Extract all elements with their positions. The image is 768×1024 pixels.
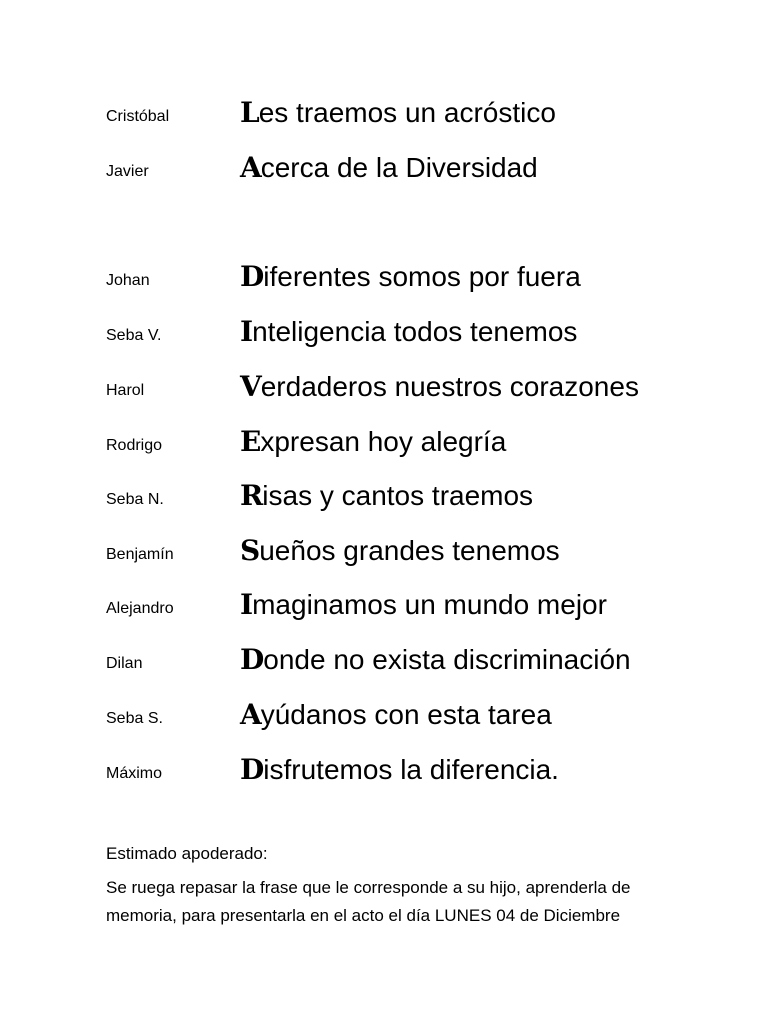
acrostic-row xyxy=(0,259,768,299)
acrostic-initial: R xyxy=(240,479,263,512)
verse-text: onde no exista discriminación xyxy=(263,644,631,675)
acrostic-verse xyxy=(240,150,538,186)
acrostic-initial: I xyxy=(240,588,253,621)
acrostic-row xyxy=(0,697,768,737)
acrostic-initial: I xyxy=(240,315,253,348)
acrostic-initial: D xyxy=(240,753,264,786)
student-name: Dilan xyxy=(106,655,143,672)
student-name: Seba S. xyxy=(106,710,163,727)
acrostic-row xyxy=(0,533,768,573)
acrostic-verse xyxy=(240,424,506,460)
acrostic-initial: E xyxy=(240,425,261,458)
verse-text: maginamos un mundo mejor xyxy=(252,589,607,620)
student-name: Rodrigo xyxy=(106,437,163,454)
acrostic-verse xyxy=(240,95,556,131)
note-greeting: Estimado apoderado: xyxy=(106,844,268,863)
acrostic-row xyxy=(0,424,768,464)
acrostic-initial: S xyxy=(240,534,260,567)
acrostic-verse xyxy=(240,697,552,733)
acrostic-row xyxy=(0,478,768,518)
acrostic-initial: L xyxy=(240,96,259,129)
acrostic-initial: A xyxy=(240,151,261,184)
student-name: Johan xyxy=(106,272,150,289)
acrostic-row xyxy=(0,314,768,354)
acrostic-initial: D xyxy=(240,643,264,676)
acrostic-verse xyxy=(240,642,631,678)
acrostic-verse xyxy=(240,533,560,569)
acrostic-verse xyxy=(240,369,639,405)
acrostic-verse xyxy=(240,752,559,788)
acrostic-row xyxy=(0,587,768,627)
student-name: Seba N. xyxy=(106,491,164,508)
acrostic-row xyxy=(0,150,768,190)
acrostic-verse xyxy=(240,587,607,623)
verse-text: yúdanos con esta tarea xyxy=(260,699,552,730)
acrostic-initial: A xyxy=(240,698,261,731)
verse-text: nteligencia todos tenemos xyxy=(252,316,578,347)
student-name: Alejandro xyxy=(106,600,174,617)
acrostic-verse xyxy=(240,259,581,295)
acrostic-initial: V xyxy=(240,370,261,403)
verse-text: isfrutemos la diferencia. xyxy=(263,754,559,785)
verse-text: iferentes somos por fuera xyxy=(263,261,581,292)
acrostic-verse xyxy=(240,478,533,514)
verse-text: ueños grandes tenemos xyxy=(259,535,560,566)
student-name: Máximo xyxy=(106,765,163,782)
verse-text: xpresan hoy alegría xyxy=(260,426,507,457)
verse-text: isas y cantos traemos xyxy=(262,480,534,511)
verse-text: es traemos un acróstico xyxy=(258,97,556,128)
acrostic-row xyxy=(0,752,768,792)
verse-text: erdaderos nuestros corazones xyxy=(260,371,639,402)
acrostic-row xyxy=(0,642,768,682)
verse-text: cerca de la Diversidad xyxy=(260,152,538,183)
student-name: Javier xyxy=(106,163,149,180)
acrostic-initial: D xyxy=(240,260,264,293)
student-name: Benjamín xyxy=(106,546,174,563)
student-name: Seba V. xyxy=(106,327,162,344)
note-body: Se ruega repasar la frase que le corresponde a su hijo, aprenderla de memoria, para presentarla en el acto el día LUNES 04 de Diciembre xyxy=(106,878,631,925)
student-name: Cristóbal xyxy=(106,108,170,125)
acrostic-row xyxy=(0,95,768,135)
student-name: Harol xyxy=(106,382,145,399)
acrostic-row xyxy=(0,369,768,409)
acrostic-verse xyxy=(240,314,577,350)
